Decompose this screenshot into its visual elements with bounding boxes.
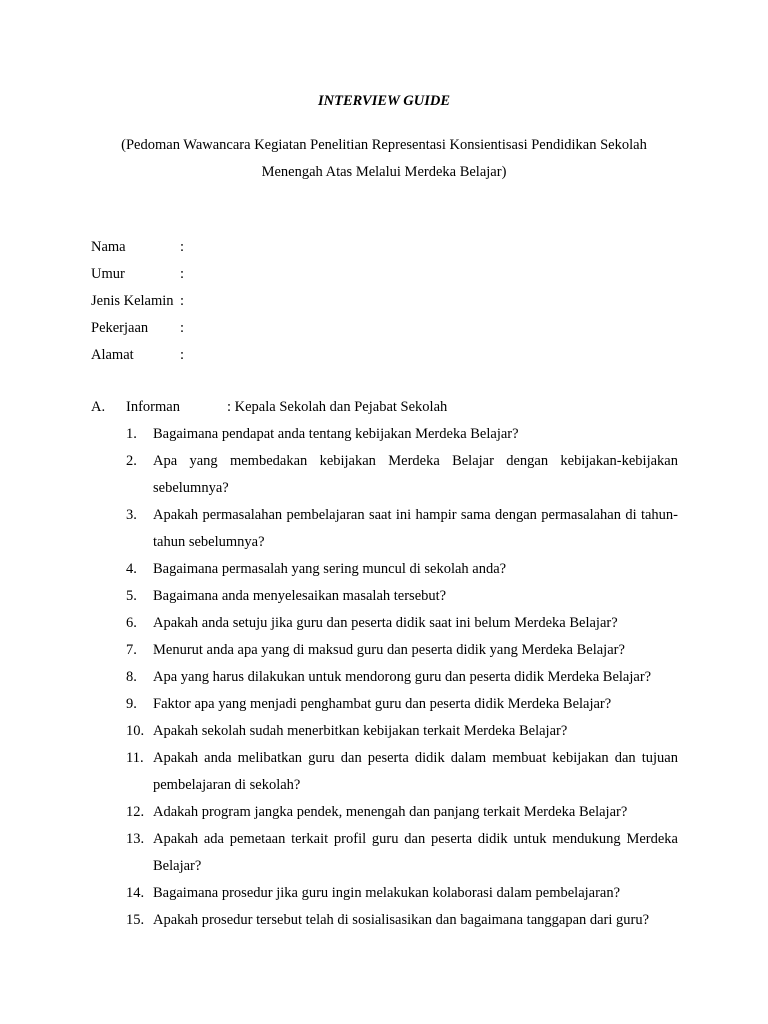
field-pekerjaan [91,315,391,342]
question-number: 1. [126,426,137,442]
field-umur [91,261,391,288]
question-item [126,826,678,880]
section-key: Informan [126,399,180,415]
question-item [126,637,678,664]
respondent-fields [91,234,391,369]
question-text: Menurut anda apa yang di maksud guru dan peserta didik yang Merdeka Belajar? [153,642,625,658]
question-number: 7. [126,642,137,658]
section-value: : Kepala Sekolah dan Pejabat Sekolah [227,399,448,415]
question-number: 11. [126,750,144,766]
question-number: 4. [126,561,137,577]
question-item [126,745,678,799]
field-label: Jenis Kelamin [91,293,174,309]
question-text: Apakah prosedur tersebut telah di sosialisasikan dan bagaimana tanggapan dari guru? [153,912,650,928]
document-subtitle [90,132,678,186]
field-colon: : [180,266,185,282]
field-label: Pekerjaan [91,320,149,336]
question-number: 6. [126,615,137,631]
question-item [126,799,678,826]
question-item [126,502,678,556]
question-number: 15. [126,912,145,928]
field-colon: : [180,347,185,363]
question-number: 14. [126,885,145,901]
field-colon: : [180,320,185,336]
field-label: Alamat [91,347,134,363]
field-jenis-kelamin [91,288,391,315]
question-list [126,421,678,934]
section-heading [91,394,691,421]
question-number: 9. [126,696,137,712]
question-item [126,718,678,745]
question-number: 13. [126,831,145,847]
question-text: Faktor apa yang menjadi penghambat guru dan peserta didik Merdeka Belajar? [153,696,612,712]
question-number: 8. [126,669,137,685]
question-number: 10. [126,723,145,739]
question-number: 2. [126,453,137,469]
question-item [126,556,678,583]
section-letter: A. [91,399,106,415]
field-colon: : [180,293,185,309]
question-item [126,583,678,610]
field-colon: : [180,239,185,255]
field-label: Nama [91,239,126,255]
question-text: Bagaimana permasalah yang sering muncul di sekolah anda? [153,561,507,577]
subtitle-line: Menengah Atas Melalui Merdeka Belajar) [261,164,507,180]
question-item [126,610,678,637]
field-alamat [91,342,391,369]
question-text: Apakah ada pemetaan terkait profil guru dan peserta didik untuk mendukung Merdeka Belajar? [153,831,678,874]
question-text: Bagaimana pendapat anda tentang kebijakan Merdeka Belajar? [153,426,519,442]
field-nama [91,234,391,261]
question-text: Apakah anda setuju jika guru dan peserta didik saat ini belum Merdeka Belajar? [153,615,618,631]
question-text: Bagaimana prosedur jika guru ingin melakukan kolaborasi dalam pembelajaran? [153,885,621,901]
question-number: 3. [126,507,137,523]
field-label: Umur [91,266,125,282]
question-item [126,448,678,502]
question-item [126,421,678,448]
question-item [126,907,678,934]
question-text: Apakah sekolah sudah menerbitkan kebijakan terkait Merdeka Belajar? [153,723,568,739]
question-item [126,691,678,718]
question-number: 12. [126,804,145,820]
question-text: Apakah permasalahan pembelajaran saat ini hampir sama dengan permasalahan di tahun-tahun sebelumnya? [153,507,678,550]
question-text: Apa yang harus dilakukan untuk mendorong guru dan peserta didik Merdeka Belajar? [153,669,652,685]
subtitle-line: (Pedoman Wawancara Kegiatan Penelitian Representasi Konsientisasi Pendidikan Sekolah [121,137,647,153]
question-text: Adakah program jangka pendek, menengah dan panjang terkait Merdeka Belajar? [153,804,628,820]
question-item [126,664,678,691]
question-text: Bagaimana anda menyelesaikan masalah tersebut? [153,588,447,604]
document-title: INTERVIEW GUIDE [317,93,451,109]
question-item [126,880,678,907]
question-number: 5. [126,588,137,604]
question-text: Apakah anda melibatkan guru dan peserta didik dalam membuat kebijakan dan tujuan pembelajaran di sekolah? [153,750,678,793]
question-text: Apa yang membedakan kebijakan Merdeka Belajar dengan kebijakan-kebijakan sebelumnya? [153,453,678,496]
